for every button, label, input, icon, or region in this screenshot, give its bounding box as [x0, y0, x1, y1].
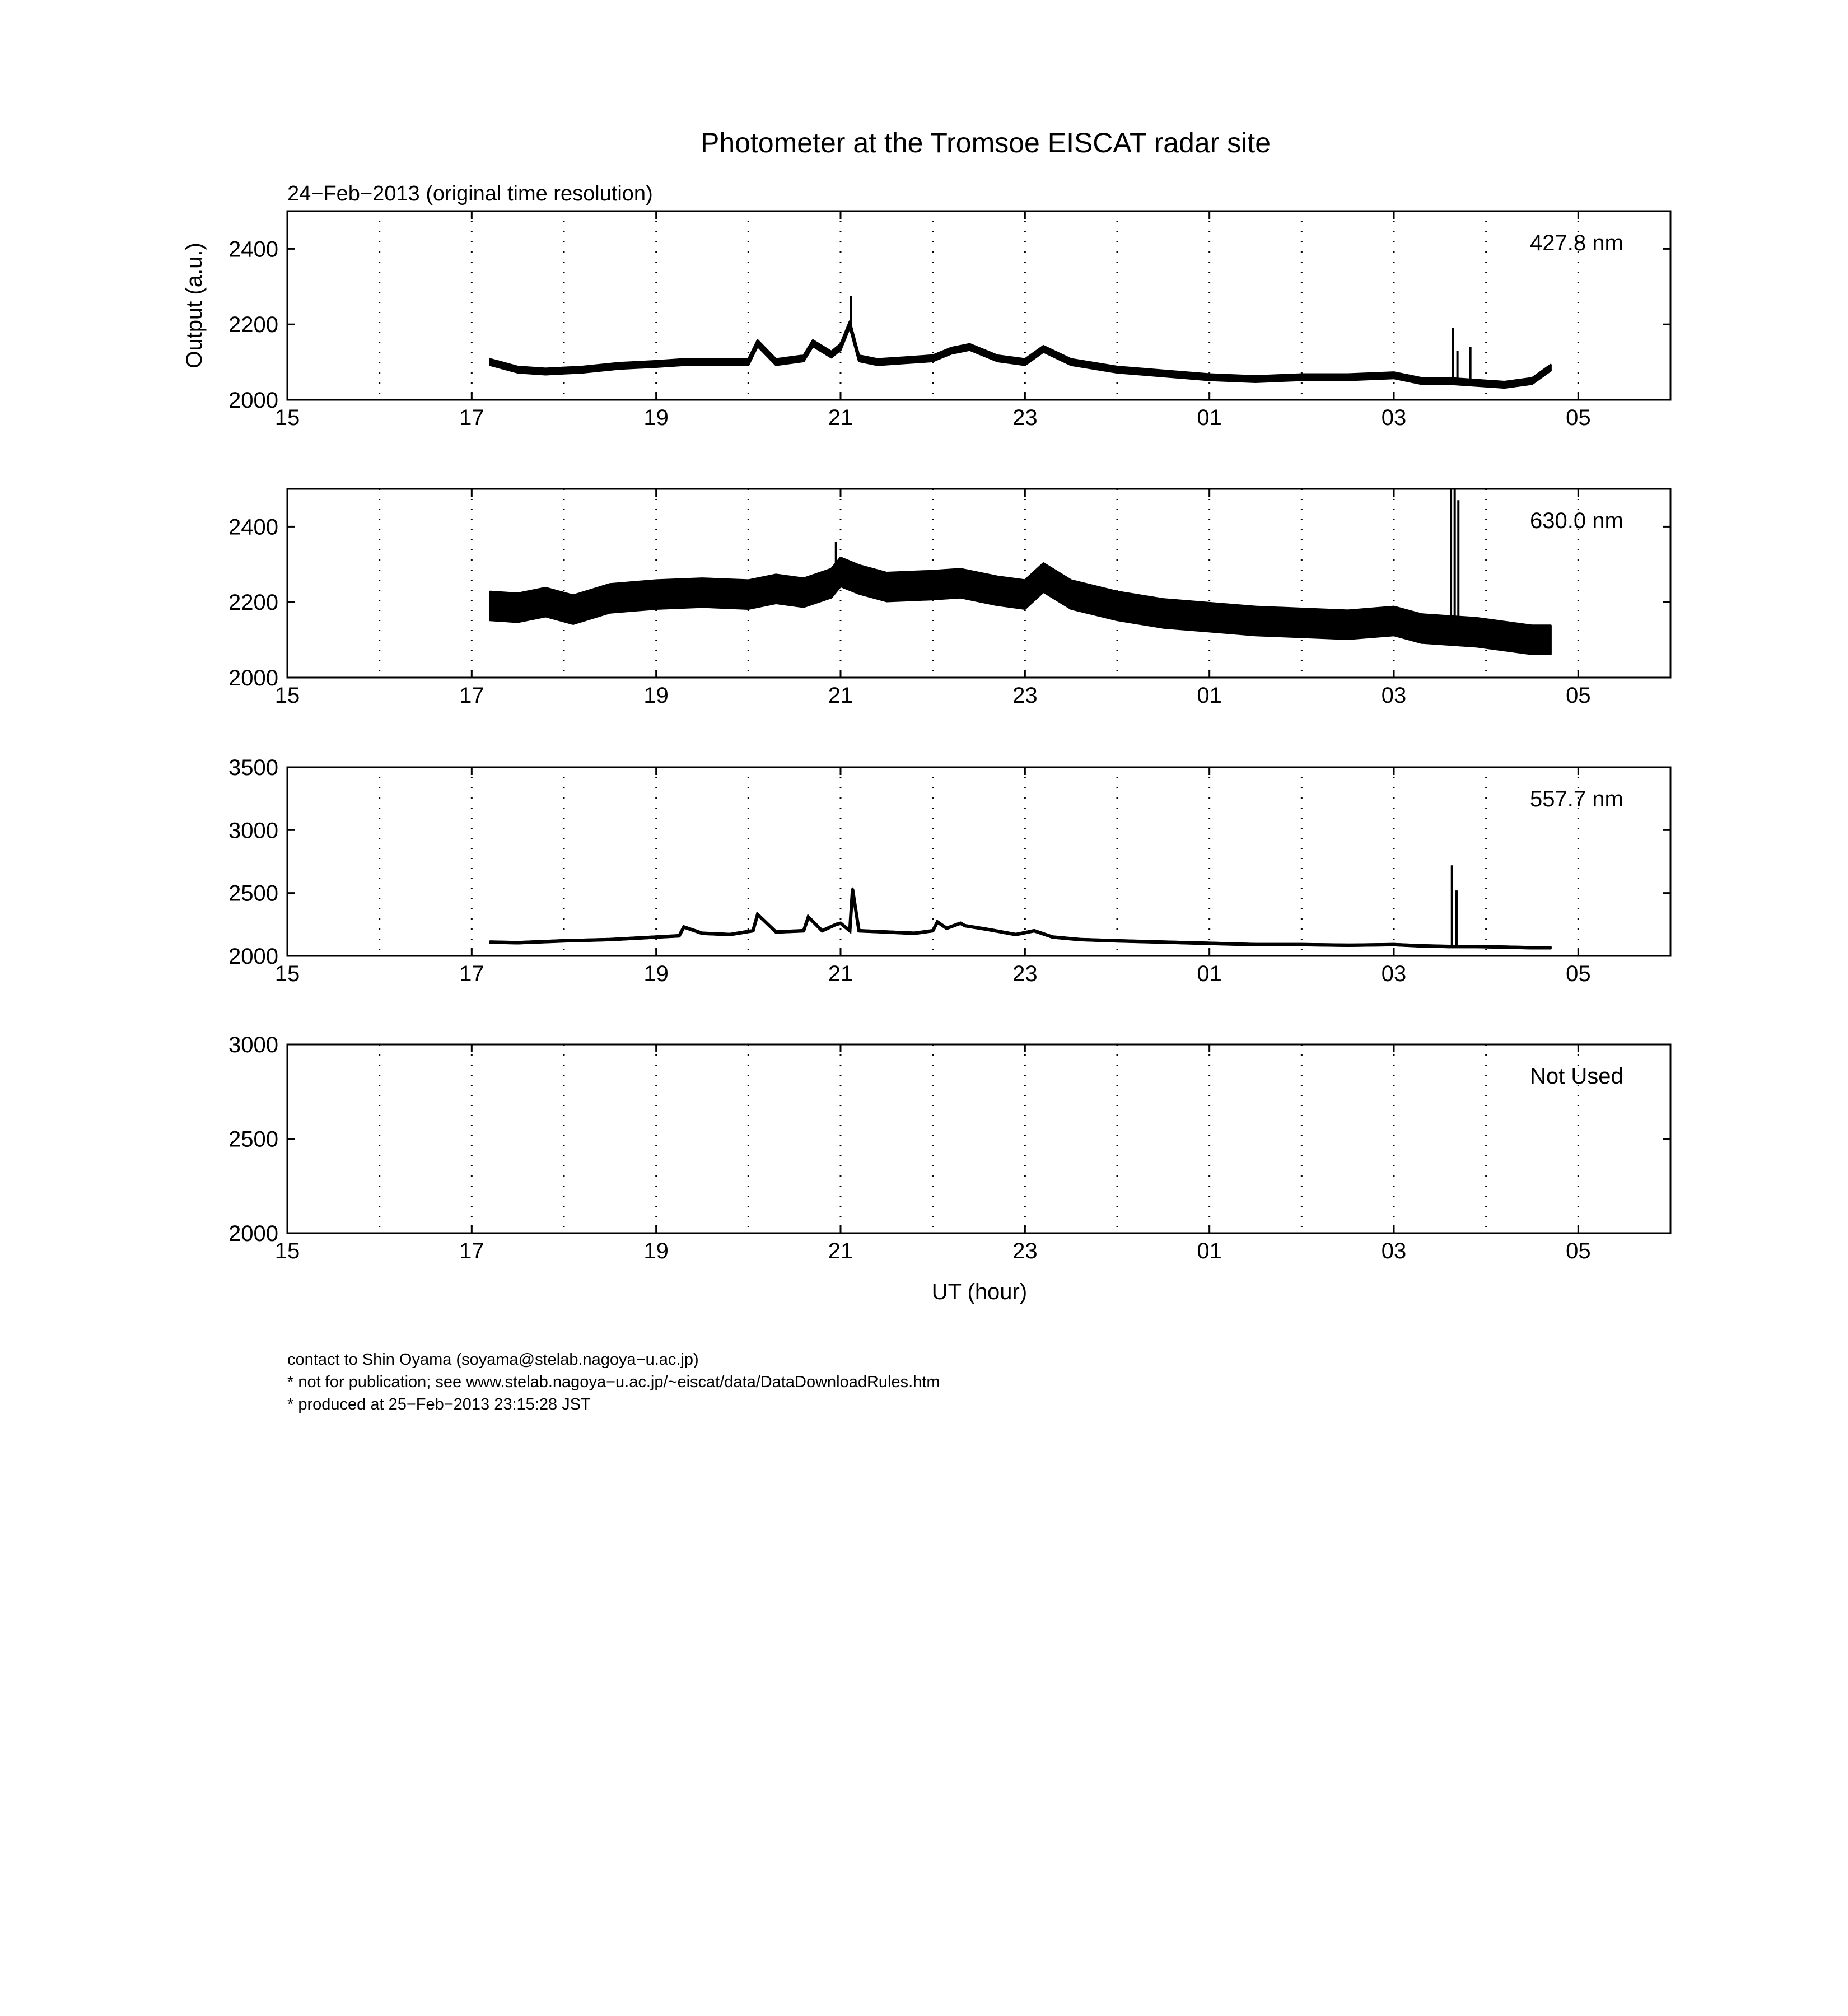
x-tick-label: 01: [1197, 1239, 1222, 1263]
x-tick-label: 23: [1012, 962, 1038, 986]
x-tick-label: 15: [274, 1239, 300, 1263]
panel-annotation: 427.8 nm: [1530, 231, 1623, 255]
x-tick-label: 03: [1381, 962, 1407, 986]
x-tick-label: 05: [1566, 1239, 1591, 1263]
footer-notes: [287, 1348, 940, 1416]
x-tick-label: 23: [1012, 1239, 1038, 1263]
x-tick-label: 15: [274, 962, 300, 986]
y-tick-label: 2000: [228, 666, 278, 690]
panel-3: [228, 755, 1670, 986]
y-tick-label: 2000: [228, 1221, 278, 1246]
series-band: [490, 558, 1551, 654]
x-tick-label: 23: [1012, 405, 1038, 430]
y-tick-label: 2500: [228, 1127, 278, 1152]
y-tick-label: 3000: [228, 1033, 278, 1057]
x-tick-label: 21: [828, 962, 853, 986]
x-tick-label: 19: [643, 1239, 669, 1263]
series-band: [490, 889, 1551, 949]
x-tick-label: 19: [643, 683, 669, 708]
x-tick-label: 17: [459, 683, 484, 708]
x-tick-label: 17: [459, 1239, 484, 1263]
x-tick-label: 21: [828, 405, 853, 430]
x-tick-label: 19: [643, 405, 669, 430]
x-tick-label: 15: [274, 405, 300, 430]
x-tick-label: 23: [1012, 683, 1038, 708]
y-tick-label: 3500: [228, 755, 278, 780]
y-axis-label: Output (a.u.): [182, 242, 207, 368]
series-band: [490, 321, 1551, 388]
x-tick-label: 03: [1381, 405, 1407, 430]
y-tick-label: 2500: [228, 881, 278, 906]
series-line: [490, 324, 1551, 385]
figure-subtitle: 24−Feb−2013 (original time resolution): [287, 182, 653, 206]
panel-annotation: 630.0 nm: [1530, 508, 1623, 533]
x-tick-label: 19: [643, 962, 669, 986]
y-tick-label: 2200: [228, 312, 278, 338]
panels: [182, 211, 1670, 1263]
plot-frame: [287, 1044, 1670, 1233]
y-tick-label: 2000: [228, 388, 278, 413]
panel-2: [228, 489, 1670, 708]
y-tick-label: 2400: [228, 237, 278, 262]
series-line: [490, 889, 1551, 948]
x-tick-label: 17: [459, 962, 484, 986]
x-tick-label: 01: [1197, 683, 1222, 708]
x-tick-label: 03: [1381, 1239, 1407, 1263]
x-tick-label: 05: [1566, 405, 1591, 430]
plot-frame: [287, 211, 1670, 400]
y-tick-label: 3000: [228, 818, 278, 843]
x-tick-label: 17: [459, 405, 484, 430]
x-tick-label: 05: [1566, 962, 1591, 986]
figure-title: Photometer at the Tromsoe EISCAT radar site: [700, 127, 1271, 158]
x-tick-label: 21: [828, 1239, 853, 1263]
x-axis-label: UT (hour): [931, 1280, 1028, 1304]
x-tick-label: 21: [828, 683, 853, 708]
panel-annotation: 557.7 nm: [1530, 787, 1623, 811]
x-tick-label: 01: [1197, 962, 1222, 986]
panel-annotation: Not Used: [1530, 1064, 1623, 1089]
x-tick-label: 05: [1566, 683, 1591, 708]
y-tick-label: 2400: [228, 515, 278, 540]
footer-publication-note: * not for publication; see www.stelab.nagoya−u.ac.jp/~eiscat/data/DataDownloadRules.htm: [287, 1373, 940, 1391]
panel-4: [228, 1033, 1670, 1263]
footer-contact: contact to Shin Oyama (soyama@stelab.nagoya−u.ac.jp): [287, 1351, 699, 1369]
x-tick-label: 01: [1197, 405, 1222, 430]
footer-produced-time: * produced at 25−Feb−2013 23:15:28 JST: [287, 1396, 591, 1413]
x-tick-label: 03: [1381, 683, 1407, 708]
y-tick-label: 2200: [228, 590, 278, 615]
panel-1: [182, 211, 1670, 430]
x-tick-label: 15: [274, 683, 300, 708]
y-tick-label: 2000: [228, 944, 278, 969]
